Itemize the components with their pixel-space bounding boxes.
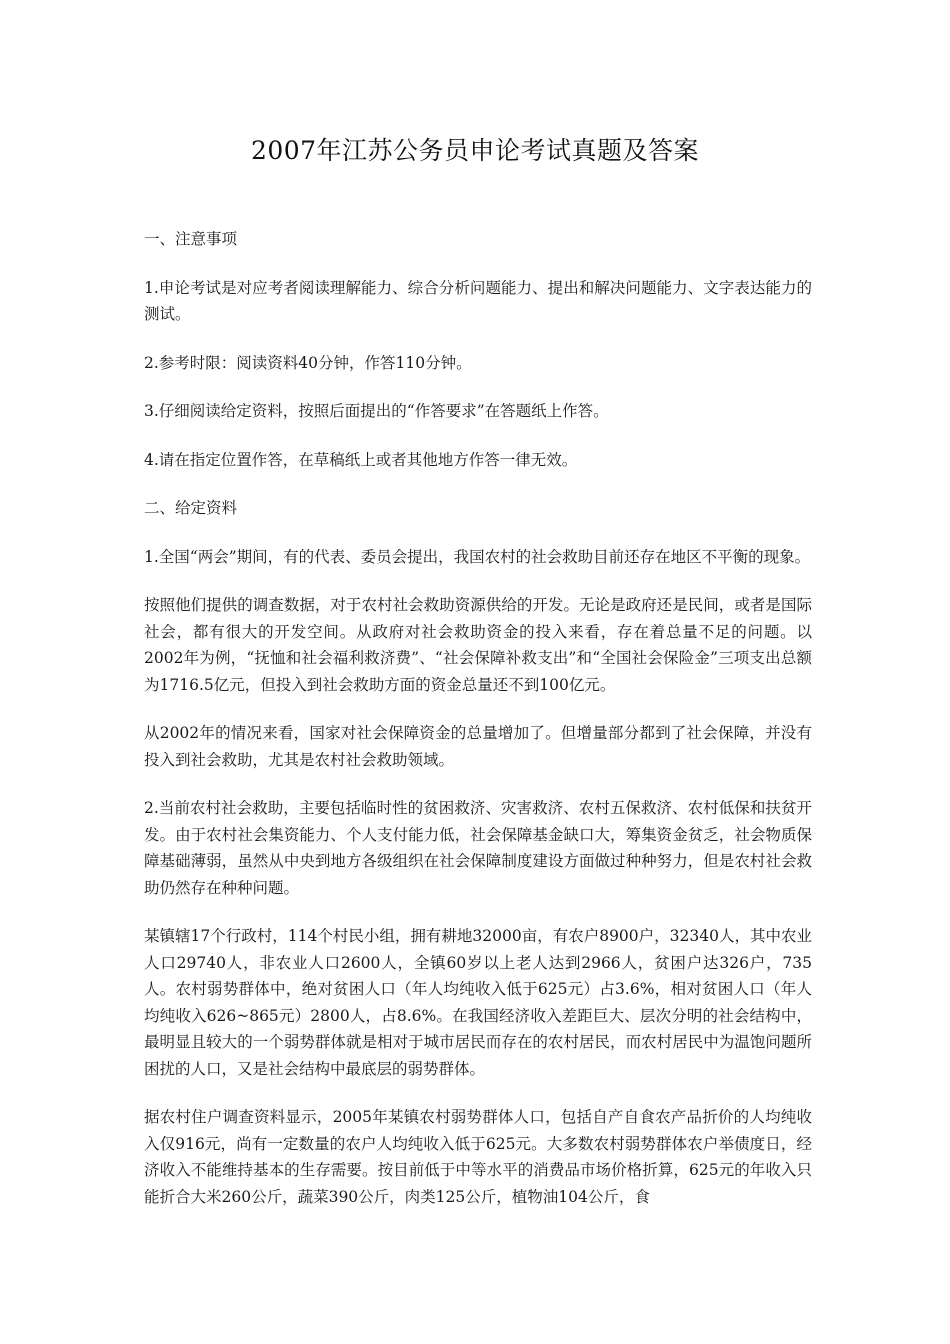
material-paragraph-6: 据农村住户调查资料显示，2005年某镇农村弱势群体人口，包括自产自食农产品折价的人均纯收入仅916元，尚有一定数量的农户人均纯收入低于625元。大多数农村弱势群体农户举债度日，经济收入不能维持基本的生存需要。按目前低于中等水平的消费品市场价格折算，625元的年收入只能折合大米260公斤，蔬菜390公斤，肉类125公斤，植物油104公斤，食 bbox=[144, 1108, 812, 1206]
note-item-1: 1.申论考试是对应考者阅读理解能力、综合分析问题能力、提出和解决问题能力、文字表达能力的测试。 bbox=[144, 278, 812, 323]
document-title: 2007年江苏公务员申论考试真题及答案 bbox=[250, 136, 700, 165]
material-paragraph-1: 1.全国“两会”期间，有的代表、委员会提出，我国农村的社会救助目前还存在地区不平衡的现象。 bbox=[144, 547, 811, 566]
section-heading-materials: 二、给定资料 bbox=[144, 499, 238, 517]
note-item-2: 2.参考时限：阅读资料40分钟，作答110分钟。 bbox=[144, 353, 472, 372]
note-item-3: 3.仔细阅读给定资料，按照后面提出的“作答要求”在答题纸上作答。 bbox=[144, 402, 609, 420]
material-paragraph-4: 2.当前农村社会救助，主要包括临时性的贫困救济、灾害救济、农村五保救济、农村低保和扶贫开发。由于农村社会集资能力、个人支付能力低，社会保障基金缺口大，筹集资金贫乏，社会物质保障基础薄弱，虽然从中央到地方各级组织在社会保障制度建设方面做过种种努力，但是农村社会救助仍然存在种种问题。 bbox=[144, 799, 812, 897]
material-paragraph-5: 某镇辖17个行政村，114个村民小组，拥有耕地32000亩，有农户8900户，32340人，其中农业人口29740人，非农业人口2600人，全镇60岁以上老人达到2966人，贫困户达326户，735人。农村弱势群体中，绝对贫困人口（年人均纯收入低于625元）占3.6%，相对贫困人口（年人均纯收入626~865元）2800人，占8.6%。在我国经济收入差距巨大、层次分明的社会结构中，最明显且较大的一个弱势群体就是相对于城市居民而存在的农村居民，而农村居民中为温饱问题所困扰的人口，又是社会结构中最底层的弱势群体。 bbox=[144, 927, 812, 1078]
section-heading-notes: 一、注意事项 bbox=[144, 230, 238, 248]
material-paragraph-3: 从2002年的情况来看，国家对社会保障资金的总量增加了。但增量部分都到了社会保障，并没有投入到社会救助，尤其是农村社会救助领域。 bbox=[144, 724, 812, 769]
material-paragraph-2: 按照他们提供的调查数据，对于农村社会救助资源供给的开发。无论是政府还是民间，或者是国际社会，都有很大的开发空间。从政府对社会救助资金的投入来看，存在着总量不足的问题。以2002年为例，“抚恤和社会福利救济费”、“社会保障补救支出”和“全国社会保险金”三项支出总额为1716.5亿元，但投入到社会救助方面的资金总量还不到100亿元。 bbox=[144, 596, 812, 694]
note-item-4: 4.请在指定位置作答，在草稿纸上或者其他地方作答一律无效。 bbox=[144, 450, 578, 469]
document-body bbox=[144, 226, 812, 1232]
